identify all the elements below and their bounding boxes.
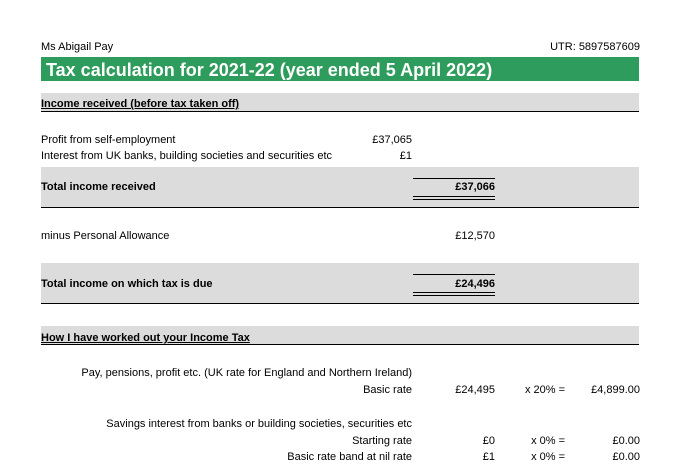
- taxable-income-underline-1: [413, 292, 495, 293]
- starting-rate-percent: x 0% =: [531, 435, 565, 447]
- taxable-income-amount: £24,496: [455, 278, 495, 290]
- taxable-income-overline: [413, 274, 495, 275]
- pay-pensions-heading: Pay, pensions, profit etc. (UK rate for England and Northern Ireland): [81, 367, 412, 379]
- total-income-underline-2: [413, 199, 495, 200]
- nil-rate-amount: £1: [482, 451, 495, 463]
- taxable-income-underline-2: [413, 295, 495, 296]
- starting-rate-amount: £0: [482, 435, 495, 447]
- nil-rate-label: Basic rate band at nil rate: [287, 451, 412, 463]
- nil-rate-percent: x 0% =: [531, 451, 565, 463]
- income-row-label: Profit from self-employment: [41, 134, 176, 146]
- income-row-amount: £1: [399, 150, 412, 162]
- taxable-income-label: Total income on which tax is due: [41, 278, 213, 290]
- basic-rate-label: Basic rate: [363, 384, 412, 396]
- total-income-label: Total income received: [41, 181, 156, 193]
- basic-rate-tax: £4,899.00: [591, 384, 640, 396]
- taxpayer-name: Ms Abigail Pay: [41, 41, 114, 53]
- nil-rate-tax: £0.00: [612, 451, 640, 463]
- total-income-amount: £37,066: [455, 181, 495, 193]
- basic-rate-percent: x 20% =: [524, 384, 565, 396]
- personal-allowance-label: minus Personal Allowance: [41, 230, 170, 242]
- basic-rate-amount: £24,495: [455, 384, 495, 396]
- savings-interest-heading: Savings interest from banks or building societies, securities etc: [106, 418, 412, 430]
- total-income-overline: [413, 178, 495, 179]
- starting-rate-tax: £0.00: [612, 435, 640, 447]
- income-tax-section-heading: How I have worked out your Income Tax: [41, 332, 250, 344]
- starting-rate-label: Starting rate: [352, 435, 412, 447]
- utr-number: UTR: 5897587609: [550, 41, 640, 53]
- income-section-heading: Income received (before tax taken off): [41, 98, 240, 110]
- income-row-amount: £37,065: [372, 134, 412, 146]
- taxable-income-rule: [41, 303, 639, 304]
- total-income-rule: [41, 207, 639, 208]
- personal-allowance-amount: £12,570: [455, 230, 495, 242]
- page-title: Tax calculation for 2021-22 (year ended 5 April 2022): [46, 60, 493, 80]
- income-row-label: Interest from UK banks, building societies and securities etc: [41, 150, 333, 162]
- total-income-underline-1: [413, 196, 495, 197]
- income-heading-rule: [41, 111, 639, 112]
